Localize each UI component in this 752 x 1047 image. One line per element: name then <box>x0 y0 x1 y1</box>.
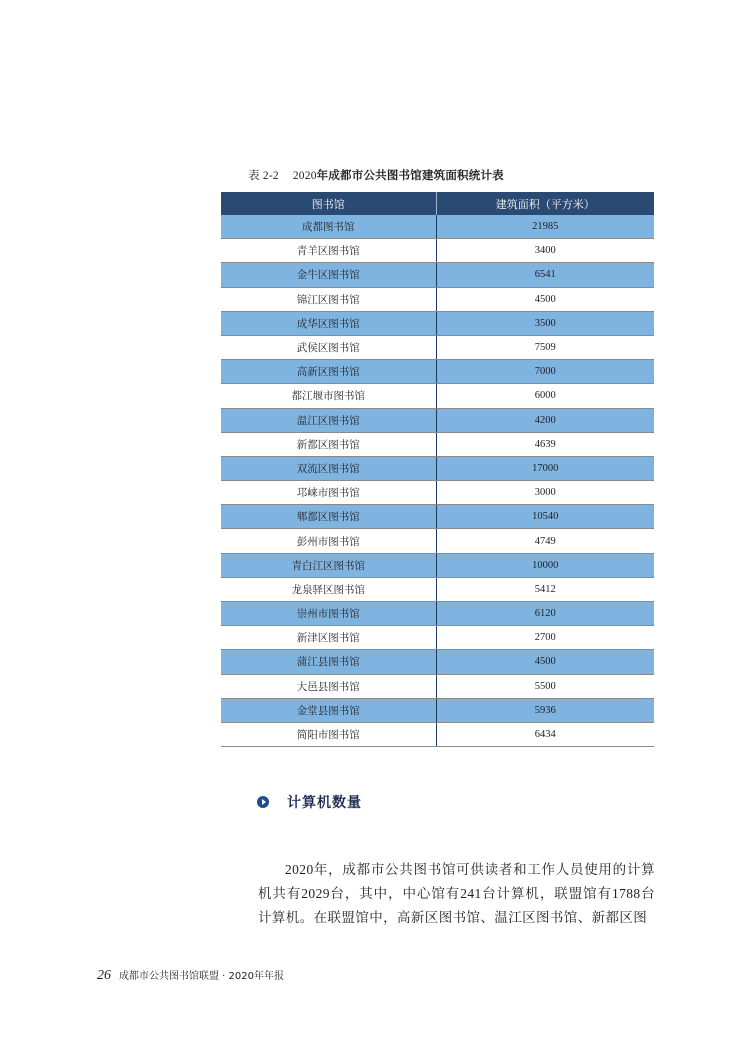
table-header-row <box>221 192 654 215</box>
table-row <box>221 722 654 746</box>
section-heading <box>257 792 362 812</box>
area-value-cell: 3500 <box>436 311 654 335</box>
area-value-cell: 3000 <box>436 481 654 505</box>
library-name-cell: 蒲江县图书馆 <box>221 650 436 674</box>
library-name-cell: 郫都区图书馆 <box>221 505 436 529</box>
table-row <box>221 408 654 432</box>
area-value-cell: 6000 <box>436 384 654 408</box>
table-row <box>221 602 654 626</box>
area-value-cell: 17000 <box>436 456 654 480</box>
play-circle-icon <box>257 796 269 808</box>
library-name-cell: 锦江区图书馆 <box>221 287 436 311</box>
area-value-cell: 7000 <box>436 360 654 384</box>
body-paragraph: 2020年，成都市公共图书馆可供读者和工作人员使用的计算机共有2029台，其中，中心馆有241台计算机，联盟馆有1788台计算机。在联盟馆中，高新区图书馆、温江区图书馆、新都区图 <box>258 862 655 925</box>
library-name-cell: 邛崃市图书馆 <box>221 481 436 505</box>
area-value-cell: 2700 <box>436 626 654 650</box>
library-name-cell: 金牛区图书馆 <box>221 263 436 287</box>
section-title: 计算机数量 <box>287 795 362 811</box>
footer-text: 成都市公共图书馆联盟 · 2020年年报 <box>119 971 284 982</box>
page-footer <box>97 967 284 984</box>
library-name-cell: 温江区图书馆 <box>221 408 436 432</box>
table-row <box>221 553 654 577</box>
library-name-cell: 青白江区图书馆 <box>221 553 436 577</box>
table-number: 表 2-2 <box>248 170 279 182</box>
table-row <box>221 577 654 601</box>
table-body <box>221 215 654 747</box>
area-value-cell: 5936 <box>436 698 654 722</box>
area-value-cell: 5500 <box>436 674 654 698</box>
area-value-cell: 7509 <box>436 335 654 359</box>
table-row <box>221 505 654 529</box>
caption-title: 年成都市公共图书馆建筑面积统计表 <box>316 168 504 182</box>
library-name-cell: 大邑县图书馆 <box>221 674 436 698</box>
area-value-cell: 21985 <box>436 215 654 239</box>
table-row <box>221 626 654 650</box>
area-value-cell: 4500 <box>436 650 654 674</box>
library-name-cell: 成都图书馆 <box>221 215 436 239</box>
library-name-cell: 金堂县图书馆 <box>221 698 436 722</box>
library-name-cell: 双流区图书馆 <box>221 456 436 480</box>
table-row <box>221 215 654 239</box>
table-row <box>221 481 654 505</box>
table-row <box>221 456 654 480</box>
area-value-cell: 5412 <box>436 577 654 601</box>
table-row <box>221 432 654 456</box>
area-value-cell: 6120 <box>436 602 654 626</box>
table-row <box>221 239 654 263</box>
table-row <box>221 529 654 553</box>
caption-year: 2020 <box>292 170 317 182</box>
table-row <box>221 360 654 384</box>
table-caption <box>0 167 752 183</box>
library-name-cell: 高新区图书馆 <box>221 360 436 384</box>
table-row <box>221 674 654 698</box>
area-value-cell: 10540 <box>436 505 654 529</box>
header-area: 建筑面积（平方米） <box>436 192 654 215</box>
table-row <box>221 263 654 287</box>
library-name-cell: 龙泉驿区图书馆 <box>221 577 436 601</box>
library-name-cell: 成华区图书馆 <box>221 311 436 335</box>
table-row <box>221 384 654 408</box>
area-value-cell: 4500 <box>436 287 654 311</box>
table-row <box>221 335 654 359</box>
library-name-cell: 简阳市图书馆 <box>221 722 436 746</box>
table-row <box>221 311 654 335</box>
page-number: 26 <box>97 968 111 983</box>
area-value-cell: 6541 <box>436 263 654 287</box>
building-area-table <box>221 192 654 747</box>
area-value-cell: 4200 <box>436 408 654 432</box>
table-row <box>221 698 654 722</box>
library-name-cell: 新都区图书馆 <box>221 432 436 456</box>
area-value-cell: 4639 <box>436 432 654 456</box>
library-name-cell: 武侯区图书馆 <box>221 335 436 359</box>
header-library: 图书馆 <box>221 192 436 215</box>
area-value-cell: 4749 <box>436 529 654 553</box>
library-name-cell: 崇州市图书馆 <box>221 602 436 626</box>
library-name-cell: 彭州市图书馆 <box>221 529 436 553</box>
library-name-cell: 都江堰市图书馆 <box>221 384 436 408</box>
area-value-cell: 10000 <box>436 553 654 577</box>
table-row <box>221 287 654 311</box>
library-name-cell: 新津区图书馆 <box>221 626 436 650</box>
area-value-cell: 3400 <box>436 239 654 263</box>
table-row <box>221 650 654 674</box>
area-value-cell: 6434 <box>436 722 654 746</box>
library-name-cell: 青羊区图书馆 <box>221 239 436 263</box>
